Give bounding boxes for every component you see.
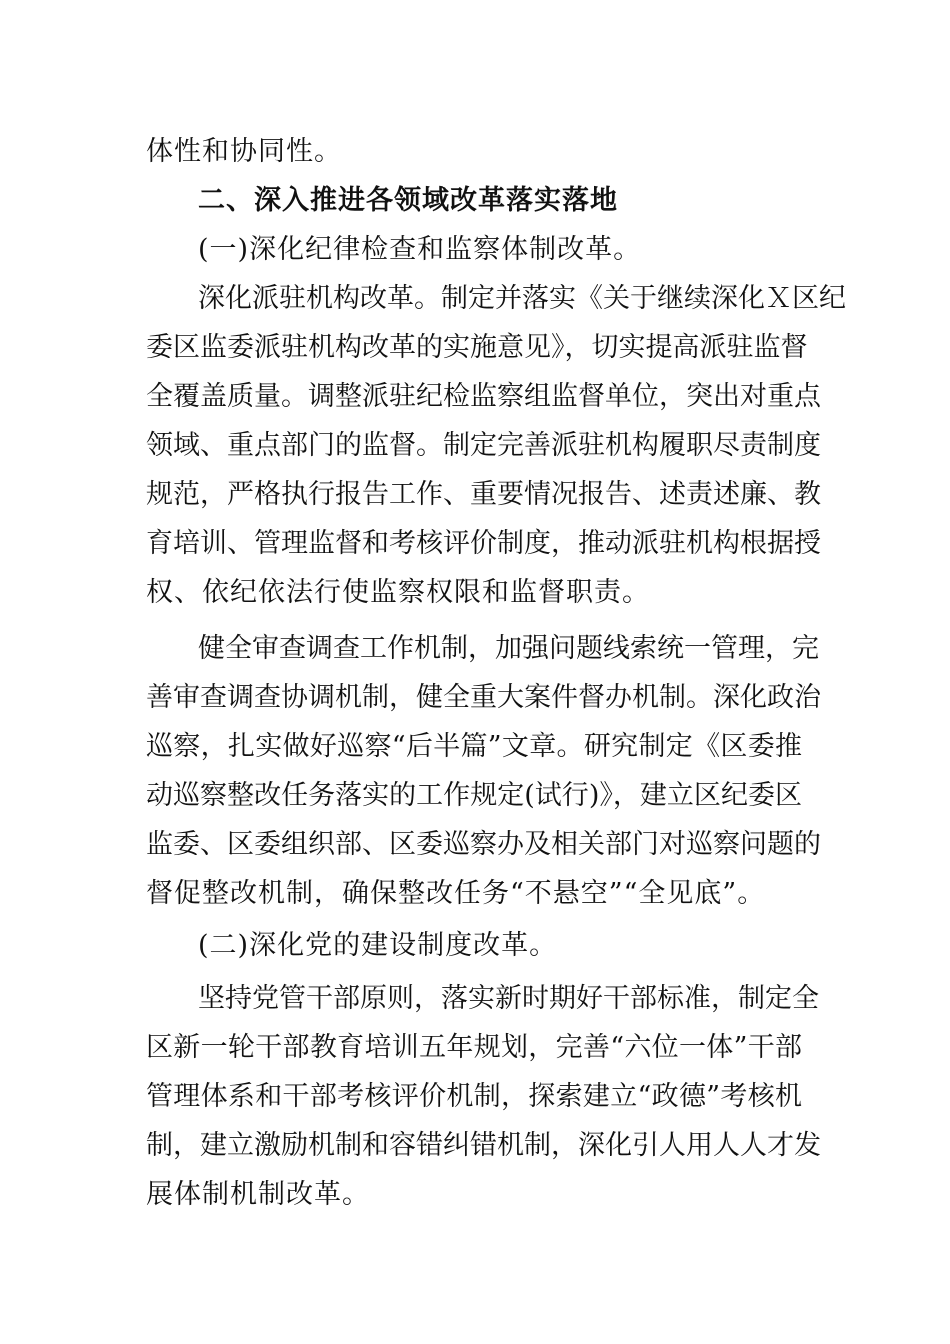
paragraph-continuation: 体性和协同性。 (146, 136, 342, 167)
paragraph-1-line-3: 全覆盖质量。调整派驻纪检监察组监督单位，突出对重点 (146, 381, 821, 412)
paragraph-1-line-2: 委区监委派驻机构改革的实施意见》，切实提高派驻监督 (146, 332, 808, 363)
paragraph-2-line-6: 督促整改机制，确保整改任务“不悬空”“全见底”。 (146, 878, 766, 909)
subsection-heading-2: (二)深化党的建设制度改革。 (198, 930, 558, 961)
paragraph-3-line-3: 管理体系和干部考核评价机制，探索建立“政德”考核机 (146, 1081, 802, 1112)
paragraph-2-line-1: 健全审查调查工作机制，加强问题线索统一管理，完 (198, 633, 819, 664)
paragraph-1-line-1: 深化派驻机构改革。制定并落实《关于继续深化Ｘ区纪 (198, 283, 846, 314)
paragraph-3-line-2: 区新一轮干部教育培训五年规划，完善“六位一体”干部 (146, 1032, 802, 1063)
paragraph-1-line-6: 育培训、管理监督和考核评价制度，推动派驻机构根据授 (146, 528, 821, 559)
paragraph-2-line-3: 巡察，扎实做好巡察“后半篇”文章。研究制定《区委推 (146, 731, 802, 762)
subsection-heading-1: (一)深化纪律检查和监察体制改革。 (198, 234, 642, 265)
paragraph-1-line-7: 权、依纪依法行使监察权限和监督职责。 (146, 577, 650, 608)
paragraph-3-line-1: 坚持党管干部原则，落实新时期好干部标准，制定全 (198, 983, 819, 1014)
section-heading: 二、深入推进各领域改革落实落地 (198, 185, 618, 216)
paragraph-1-line-4: 领域、重点部门的监督。制定完善派驻机构履职尽责制度 (146, 430, 821, 461)
paragraph-1-line-5: 规范，严格执行报告工作、重要情况报告、述责述廉、教 (146, 479, 821, 510)
paragraph-3-line-4: 制，建立激励机制和容错纠错机制，深化引人用人人才发 (146, 1130, 821, 1161)
paragraph-3-line-5: 展体制机制改革。 (146, 1179, 370, 1210)
paragraph-2-line-2: 善审查调查协调机制，健全重大案件督办机制。深化政治 (146, 682, 821, 713)
paragraph-2-line-5: 监委、区委组织部、区委巡察办及相关部门对巡察问题的 (146, 829, 821, 860)
paragraph-2-line-4: 动巡察整改任务落实的工作规定(试行)》，建立区纪委区 (146, 780, 802, 811)
